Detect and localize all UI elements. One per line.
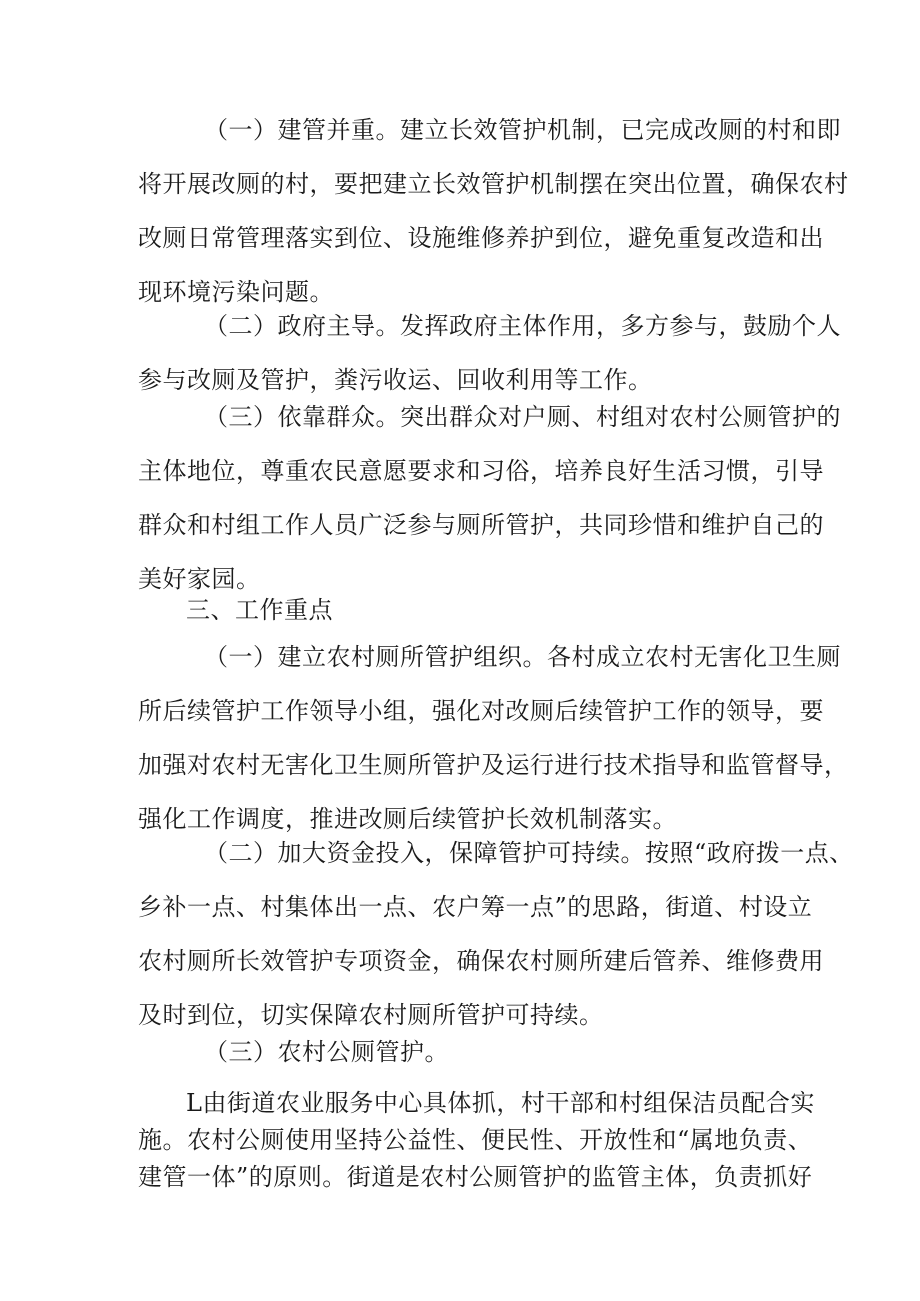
text-line: 群众和村组工作人员广泛参与厕所管护，共同珍惜和维护自己的 — [138, 511, 824, 539]
text-line: 施。农村公厕使用坚持公益性、便民性、开放性和“属地负责、 — [138, 1126, 813, 1154]
text-line: 现环境污染问题。 — [138, 278, 334, 306]
text-line: 将开展改厕的村，要把建立长效管护机制摆在突出位置，确保农村 — [138, 170, 849, 198]
paragraph-public-toilet-heading — [138, 1025, 790, 1079]
text-line: 强化工作调度，推进改厕后续管护长效机制落实。 — [138, 805, 677, 833]
text-line: （二）加大资金投入，保障管护可持续。按照“政府拨一点、 — [204, 839, 854, 867]
text-line: 乡补一点、村集体出一点、农户筹一点”的思路，街道、村设立 — [138, 893, 813, 921]
paragraph-funding — [138, 826, 854, 1042]
text-line: 改厕日常管理落实到位、设施维修养护到位，避免重复改造和出 — [138, 224, 824, 252]
text-line: 加强对农村无害化卫生厕所管护及运行进行技术指导和监管督导， — [138, 751, 849, 779]
text-line: 及时到位，切实保障农村厕所管护可持续。 — [138, 1001, 604, 1029]
text-line: L由街道农业服务中心具体抓，村干部和村组保洁员配合实 — [186, 1089, 815, 1117]
text-line: 主体地位，尊重农民意愿要求和习俗，培养良好生活习惯，引导 — [138, 457, 824, 485]
paragraph-construction-management — [138, 103, 849, 319]
text-line: （三）农村公厕管护。 — [204, 1038, 449, 1066]
text-line: （一）建管并重。建立长效管护机制，已完成改厕的村和即 — [204, 116, 841, 144]
text-line: 农村厕所长效管护专项资金，确保农村厕所建后管养、维修费用 — [138, 947, 824, 975]
paragraph-rely-on-masses — [138, 390, 841, 606]
text-line: （一）建立农村厕所管护组织。各村成立农村无害化卫生厕 — [204, 643, 841, 671]
paragraph-public-toilet-management — [138, 1085, 815, 1196]
text-line: 建管一体”的原则。街道是农村公厕管护的监管主体，负责抓好 — [138, 1163, 813, 1191]
text-line: （三）依靠群众。突出群众对户厕、村组对农村公厕管护的 — [204, 403, 841, 431]
text-line: 参与改厕及管护，粪污收运、回收利用等工作。 — [138, 366, 653, 394]
section-heading: 三、工作重点 — [186, 596, 333, 624]
text-line: 美好家园。 — [138, 565, 261, 593]
text-line: （二）政府主导。发挥政府主体作用，多方参与，鼓励个人 — [204, 312, 841, 340]
text-line: 所后续管护工作领导小组，强化对改厕后续管护工作的领导，要 — [138, 697, 824, 725]
section-heading-work-focus — [138, 583, 790, 637]
paragraph-toilet-organization — [138, 630, 849, 846]
